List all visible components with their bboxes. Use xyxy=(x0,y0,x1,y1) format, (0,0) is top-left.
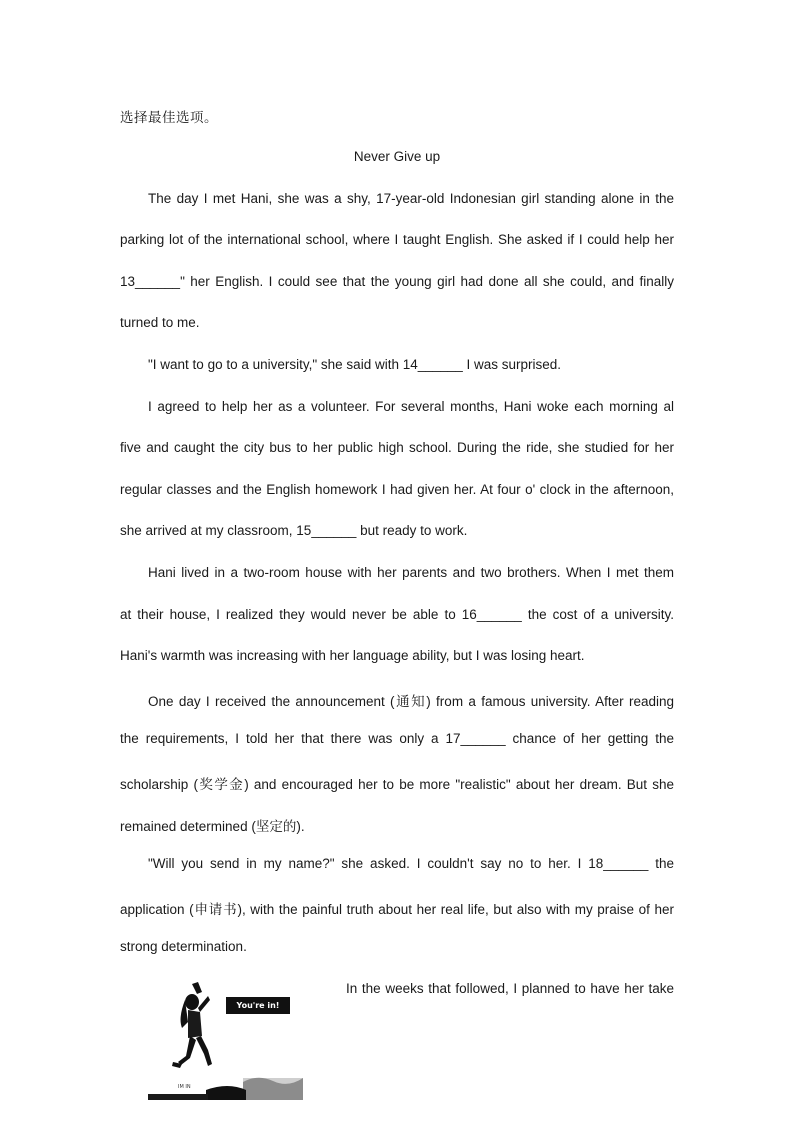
passage-line-12: Hani's warmth was increasing with her language ability, but I was losing heart. xyxy=(120,648,585,663)
jumping-girl-illustration xyxy=(148,978,306,1100)
passage-line-5: "I want to go to a university," she said with 14______ I was surprised. xyxy=(148,357,562,372)
passage-line-9: she arrived at my classroom, 15______ but ready to work. xyxy=(120,523,468,538)
passage-line-1: The day I met Hani, she was a shy, 17-year-old Indonesian girl standing alone in the xyxy=(148,191,674,206)
passage-line-14: the requirements, I told her that there was only a 17______ chance of her getting the xyxy=(120,731,674,746)
passage-line-3: 13______" her English. I could see that the young girl had done all she could, and finally xyxy=(120,274,674,289)
passage-line-after-figure: In the weeks that followed, I planned to have her take xyxy=(346,981,674,996)
figure-caption-box: You're in! xyxy=(226,997,290,1014)
passage-line-6: I agreed to help her as a volunteer. For several months, Hani woke each morning al xyxy=(148,399,674,414)
passage-title: Never Give up xyxy=(353,149,441,164)
instruction-text: 选择最佳选项。 xyxy=(120,110,218,125)
passage-line-4: turned to me. xyxy=(120,315,200,330)
passage-line-15: scholarship (奖学金) and encouraged her to be more "realistic" about her dream. But she xyxy=(120,777,674,792)
passage-line-19: strong determination. xyxy=(120,939,247,954)
passage-line-11: at their house, I realized they would never be able to 16______ the cost of a university. xyxy=(120,607,674,622)
passage-line-16: remained determined (坚定的). xyxy=(120,819,305,834)
passage-line-7: five and caught the city bus to her public high school. During the ride, she studied for her xyxy=(120,440,674,455)
figure-small-sign: IM IN xyxy=(178,1084,191,1090)
passage-line-10: Hani lived in a two-room house with her parents and two brothers. When I met them xyxy=(148,565,674,580)
passage-line-17: "Will you send in my name?" she asked. I couldn't say no to her. I 18______ the xyxy=(148,856,674,871)
passage-line-18: application (申请书), with the painful truth about her real life, but also with my praise of her xyxy=(120,902,674,917)
passage-line-2: parking lot of the international school, where I taught English. She asked if I could help her xyxy=(120,232,674,247)
passage-line-13: One day I received the announcement (通知) from a famous university. After reading xyxy=(148,694,674,709)
passage-line-8: regular classes and the English homework I had given her. At four o' clock in the afternoon, xyxy=(120,482,674,497)
